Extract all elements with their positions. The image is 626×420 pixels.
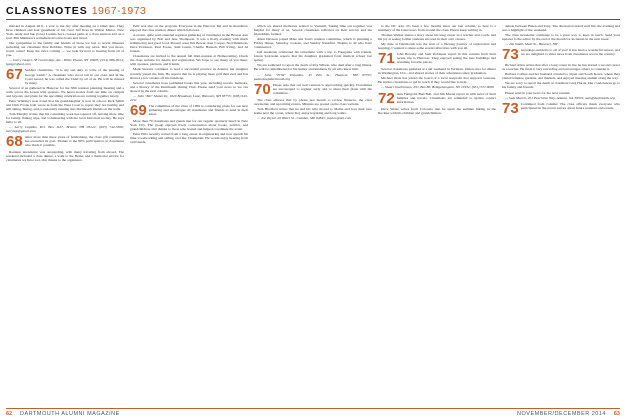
text-columns [6,24,620,404]
paragraph: Tom Murphy writes that his consulting work has tapered off, leaving more time for family, fishing trips, and volunteering with the local historical society. He says hello to all. [6,111,124,125]
correspondent-contact: — Larry Geiger, 38 Greenridge Ave., White Plains, NY 10605; (914) 686-9914; lgeiger@aol.com [6,58,124,67]
paragraph: Barbara Collins and her husband traveled to Japan and South Korea, where they visited temples, gardens, and markets, and enjoyed meeting alumni along the way. [502,72,620,81]
paragraph: Tom Bradford writes that he and his wife moved to Maine and love their new home near the ocean, where they enjoy kayaking and long walks. [254,106,372,115]
paragraph: Richard Allen writes that after a long career in law he has started a second career as a teacher. He finds it very rewarding and encourages others to consider it. [502,63,620,72]
paragraph: Jeff Andersen celebrated his retirement with a trip to Patagonia with friends. Glenn Sadowski reports that his daughter graduated from medical school last spring. [254,50,372,63]
entry-lead-text: Please note that our next reunion is approaching quickly. Classmates are encouraged to register early and to share their plans with the committee. [272,82,372,95]
paragraph: We are sorry to report the death of classmate Greg Harris. Our condolences go to his family and friends. [502,81,620,90]
paragraph: We are saddened to report the death of Ray Wilson, who died after a long illness. He will be remembered for his humor and kindness by all who knew him. [254,63,372,72]
paragraph: Classmates are invited to the annual fall mini-reunion at Homecoming. Check the class website for details and registration. We hope to see many of you there, with spouses, partners, and friends. [130,54,248,67]
paragraph: Thomas Walker shares a story about his long career as a teacher and coach, and his joy at seeing former students succeed in their own careers. [378,33,496,42]
paragraph: Allen Davison joined Mike and Tom's reunion committee, which is planning a Friday dinner, Saturday cookout, and Sunday breakfast. Thanks to all who have volunteered. [254,37,372,50]
class-year-number: 72 [378,89,395,107]
paragraph: My time at Dartmouth was the start of a lifelong journey of exploration and learning. I wanted to share some recent reflections with you all. [378,42,496,51]
paragraph: Peter Whiting's note noted that his granddaughter is now in school. Rick Smith and Dick Evans both wrote in from the West Coast to report they are healthy and still skiing, hiking, and occasionally running into Dartmouth friends on the trails. [6,98,124,111]
column-3 [254,24,372,404]
entry-lead-text: Saddest classmates, "It is my sad duty to write of the passing of George Lamb." A classmate who stood tall in our class and in the Coast Guard; he was called the Chief by all of us. He will be missed by many. [24,68,124,85]
paragraph: Several of us gathered in Hanover for the 50th reunion planning meeting and a walk across the Green with spouses. We heard stories from our time on campus and beyond, and plans for the upcoming celebration are coming together nicely. [6,85,124,98]
entry-lead-text: Greetings and hello to all of you! It has been a wonderful season, and we are delighted to share news from classmates across the country. [520,48,620,57]
class-years: 1967-1973 [91,5,147,17]
paragraph: The class officers met by phone last month to review finances, the class newsletter, and upcoming events. Minutes are posted on the class website. [254,97,372,106]
paragraph: Michael Ortiz has joined the board of a local nonprofit that supports veterans. He invites classmates to get in touch if they would like to help. [378,76,496,85]
paragraph: Pelli was also on the program. Everyone in the Hanover Inn and in attendance enjoyed the class reunion dinner which followed. [130,24,248,33]
class-entry [6,135,124,149]
paragraph: Mark Stevens continues to lead a successful practice in Atlanta; his daughter recently joined the firm. He reports that he is playing more golf than ever and has shaved a few strokes off his handicap. [130,67,248,80]
entry-lead-text: The committee of the class of 1969 is considering plans for our next gathering and encourages all classmates and friends to send in their ideas. [148,103,248,116]
page-number-left: 62 [6,411,13,417]
class-entry [502,48,620,62]
header-rule [6,19,620,20]
paragraph: to the DC area. It's been a few months since our last column, so here is a summary of the latest news from around the class. Please keep writing in. [378,24,496,33]
class-year-number: 73 [502,46,519,64]
paragraph: More than 70 classmates and guests met for our regular quarterly lunch in New York City. The group enjoyed lively conversation about books, politics, and grandchildren. Our thanks to those who hosted and helped coordinate the event. [130,118,248,131]
class-year-number: 67 [6,66,23,84]
publication-name: DARTMOUTH ALUMNI MAGAZINE [20,411,120,417]
page-footer [6,408,620,419]
class-year-number: 71 [378,50,395,68]
correspondent-contact: — Stuart Joachimson, P.O. Box 80, Bridgehampton, NY 11932; (631) 537-0000 [381,85,494,90]
paragraph: Dave Weiss writes from Colorado that he spent the summer hiking in the Rockies with his children and grandchildren. [378,106,496,115]
paragraph: A recent, quite well-attended regional gathering of classmates in the Boston area was organized by Bob and Jane Thompson. It was a lively evening with much reminiscing and good food. Present were Jim Bower, Ken Cooper, Ned Dennison, Dave Erickson, Paul Foster, Sam Green, Charlie Hanson, Bill Irving, and Al Jensen. [130,33,248,54]
paragraph: Our sympathies to the family and friends of those we lost to recent illnesses including our classmate Pete Robbins. Write in with any news. Did you move, travel, retire? Keep the news coming — we look forward to hearing from all of you. [6,41,124,58]
correspondent-contact: — John "Mo" Shakerley, 1620 Broadway Lane, Hanover, NH 03755; (603) 643-2211 [130,93,248,102]
class-entry [378,52,496,66]
class-entry [6,68,124,84]
class-year-number: 68 [6,133,23,151]
paragraph: Several classmates have published books this year, including novels, memoirs, and a history of the Dartmouth Outing Club. Please send your news so we can share it in the next column. [130,80,248,93]
column-4 [378,24,496,404]
column-1 [6,24,124,404]
paragraph: Please send in your news for the next column. [505,90,571,95]
entry-lead-text: Continued from column: The class officers thank everyone who participated in the recent survey about future reunions and events. [520,101,620,110]
paragraph: married in August 2011, a year to the day after meeting on a blind date. They have children and four grandkids of his own! Jeff lives in Wilton Manor, New York. Andy and Sue (Lisa) Loomis have crossed paths at a class reunion and on a trail. Bill Smithson's retirement involves boats and travel. [6,24,124,41]
correspondent-contact: — Jim Smith, Main St., Hanover, NH [505,42,558,47]
paragraph: Reunion attendance was outstanding, with many traveling from abroad. The weekend included a class dinner, a walk to the Bema, and a memorial service for classmates we have lost. Our thanks to the organizers. [6,150,124,163]
section-label: CLASSNOTES [6,5,88,17]
paragraph: which we shared memories related to Vietnam. Taking time out together was helpful for many of us. Several classmates reflected on their service and the friendships formed. [254,24,372,37]
paragraph: Several classmates gathered at a ski weekend in Vermont. Others met for dinner in Washington, D.C., and shared stories of their adventures since graduation. [378,67,496,76]
correspondent-contact: — John "Fritz" Palumbo, 45 Elm St., Hanover, NH 03755; palumbo@dartmouth.org [254,72,372,81]
class-year-number: 70 [254,80,271,98]
correspondent-contact: — Joe Taylor, 20 Water St., Camden, ME 04843; jtaylor@aol.com [257,115,352,120]
paragraph: Peter Ellis recently retired from a long career in engineering and now spends his time woodworking and sailing on Lake Champlain. He would enjoy hearing from old friends. [130,131,248,145]
class-year-number: 73 [502,99,519,117]
class-entry [254,80,372,98]
class-entry [130,101,248,119]
page-number-right: 63 [613,411,620,417]
class-entry [502,99,620,117]
column-2 [130,24,248,404]
page-header [0,0,626,22]
class-year-number: 69 [130,101,147,119]
section-title [6,5,146,17]
paragraph: debate between Helen and Tony. The discussion lasted well into the evening and was a highlight of the weekend. [502,24,620,33]
correspondent-contact: — Sam Morris, 201 Peachtree Way, Atlanta, GA 30301; sam@dartmouth.org [505,95,615,100]
issue-date: NOVEMBER/DECEMBER 2014 [517,411,606,417]
entry-lead-text: Ann Feingold, Bud Bell, and Jim Moran report in with news of their families and travels. Classmates are reminded to update contact information. [396,91,496,104]
paragraph: The class newsletter continues to be a great way to keep in touch. Send your updates to the editor by the end of the month for inclusion in the next issue. [502,33,620,42]
column-5 [502,24,620,404]
entry-lead-text: After more than three years of fundraising, the class gift committee has exceeded its goal. Thanks to the 80% participation of classmates who made it possible. [24,135,124,148]
entry-lead-text: John Bowsky and Sam Robinson report in this column from their recent trip to Hanover. They enjoyed seeing the new buildings and revisiting favorite places. [396,52,496,65]
correspondent-contact: — Larry Lapidus, P.O. Box 1167, Bristol, NH 03222; (603) 744-3306; larrylap@gmail.com [6,125,124,134]
class-entry [378,89,496,107]
